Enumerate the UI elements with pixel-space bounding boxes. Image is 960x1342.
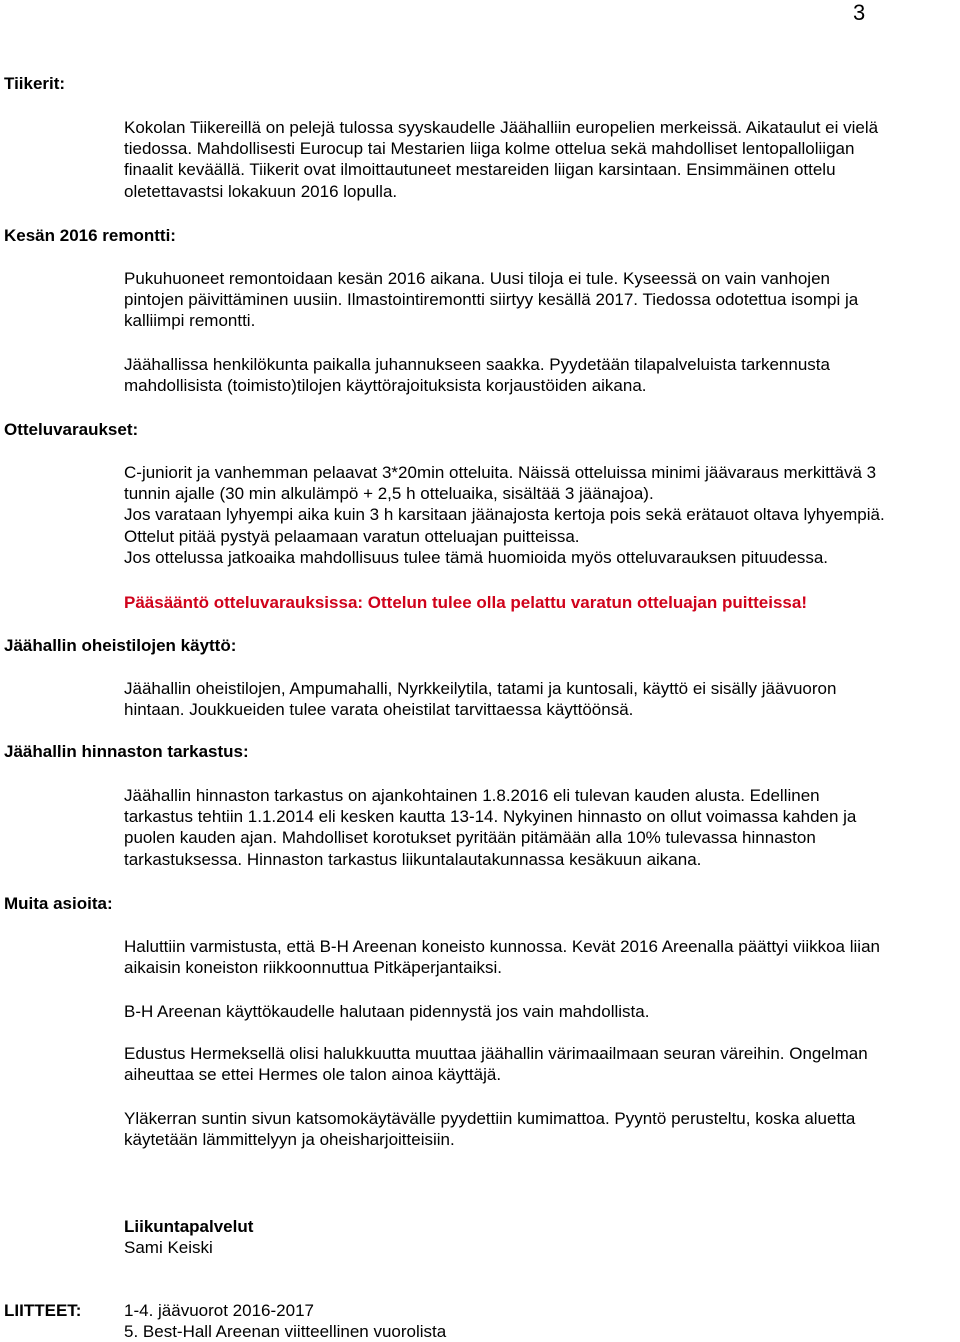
text-line: Ottelut pitää pystyä pelaamaan varatun otteluajan puitteissa. [124,526,580,546]
attachment-item: 5. Best-Hall Areenan viitteellinen vuorolista [124,1322,447,1342]
text-line: puolen kauden ajan. Mahdolliset korotukset pyritään pitämään alla 10% tulevassa hinnaston [124,828,816,848]
text-line: Yläkerran suntin sivun katsomokäytävälle pyydettiin kumimattoa. Pyyntö perusteltu, koska aluetta [124,1109,856,1128]
attachments-label: LIITTEET: [4,1301,82,1320]
remontti-paragraph-1 [124,268,954,332]
text-line: pintojen päivittäminen uusiin. Ilmastointiremontti siirtyy kesällä 2017. Tiedossa odotettua isompi ja [124,290,859,310]
text-line: finaalit keväällä. Tiikerit ovat ilmoittautuneet mestareiden liigan karsintaan. Ensimmäinen ottelu [124,160,836,180]
text-line: C-juniorit ja vanhemman pelaavat 3*20min otteluita. Näissä otteluissa minimi jäävaraus merkittävä 3 [124,463,877,482]
heading-remontti: Kesän 2016 remontti: [4,226,176,245]
text-line: oletettavastsi lokakuun 2016 lopulla. [124,181,398,201]
signature-name: Sami Keiski [124,1238,213,1258]
heading-oheistilat: Jäähallin oheistilojen käyttö: [4,636,237,655]
heading-hinnasto: Jäähallin hinnaston tarkastus: [4,742,249,761]
attachments-list [124,1300,446,1342]
text-line: hintaan. Joukkueiden tulee varata oheistilat tarvittaessa käyttöönsä. [124,700,634,720]
text-line: aiheuttaa se ettei Hermes ole talon ainoa käyttäjä. [124,1065,502,1085]
text-line: Haluttiin varmistusta, että B-H Areenan koneisto kunnossa. Kevät 2016 Areenalla päättyi viikkoa liian [124,937,880,956]
oheistilat-paragraph [124,678,954,720]
tiikerit-paragraph [124,117,954,202]
text-line: Pukuhuoneet remontoidaan kesän 2016 aikana. Uusi tiloja ei tule. Kyseessä on vain vanhojen [124,269,830,288]
text-line: käytetään lämmittelyyn ja oheisharjoitteisiin. [124,1130,455,1150]
muita-paragraph-4 [124,1108,954,1150]
hinnasto-paragraph [124,785,954,870]
text-line: mahdollisista (toimisto)tilojen käyttörajoituksista korjaustöiden aikana. [124,376,647,396]
text-line: tarkastus tehtiin 1.1.2014 eli kesken kautta 13-14. Nykyinen hinnasto on ollut voimassa kahden ja [124,807,857,827]
heading-tiikerit: Tiikerit: [4,74,66,93]
text-line: tiedossa. Mahdollisesti Eurocup tai Mestarien liiga kolme ottelua sekä mahdolliset lentopalloliigan [124,139,855,159]
text-line: Jos varataan lyhyempi aika kuin 3 h karsitaan jäänajosta kertoja pois sekä erätauot oltava lyhyempiä. [124,505,885,525]
text-line: Jos ottelussa jatkoaika mahdollisuus tulee tämä huomioida myös otteluvarauksen pituudessa. [124,547,829,567]
muita-paragraph-2 [124,1001,954,1022]
signature-block [124,1216,954,1258]
otteluvaraukset-main-rule: Pääsääntö otteluvarauksissa: Ottelun tulee olla pelattu varatun otteluajan puitteissa! [124,593,808,612]
text-line: Jäähallin oheistilojen, Ampumahalli, Nyrkkeilytila, tatami ja kuntosali, käyttö ei sisälly jäävuoron [124,679,837,698]
text-line: Kokolan Tiikereillä on pelejä tulossa syyskaudelle Jäähalliin europelien merkeissä. Aikataulut ei vielä [124,118,879,137]
heading-otteluvaraukset: Otteluvaraukset: [4,420,139,439]
text-line: Jäähallissa henkilökunta paikalla juhannukseen saakka. Pyydetään tilapalveluista tarkennusta [124,355,830,374]
text-line: kalliimpi remontti. [124,311,256,331]
text-line: Jäähallin hinnaston tarkastus on ajankohtainen 1.8.2016 eli tulevan kauden alusta. Edellinen [124,786,820,805]
text-line: B-H Areenan käyttökaudelle halutaan pidennystä jos vain mahdollista. [124,1002,650,1021]
text-line: Edustus Hermeksellä olisi halukkuutta muuttaa jäähallin värimaailmaan seuran väreihin. Ongelman [124,1044,868,1063]
page-number: 3 [853,0,866,25]
attachment-item: 1-4. jäävuorot 2016-2017 [124,1301,314,1320]
muita-paragraph-1 [124,936,954,978]
text-line: aikaisin koneiston riikkoonnuttua Pitkäperjantaiksi. [124,958,502,978]
heading-muita: Muita asioita: [4,894,113,913]
remontti-paragraph-2 [124,354,954,396]
text-line: tunnin ajalle (30 min alkulämpö + 2,5 h otteluaika, sisältää 3 jäänajoa). [124,484,654,504]
muita-paragraph-3 [124,1043,954,1085]
text-line: tarkastuksessa. Hinnaston tarkastus liikuntalautakunnassa kesäkuun aikana. [124,849,702,869]
signature-org: Liikuntapalvelut [124,1217,254,1236]
otteluvaraukset-paragraph [124,462,954,568]
